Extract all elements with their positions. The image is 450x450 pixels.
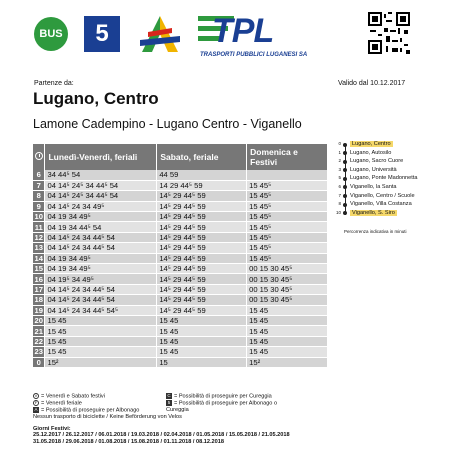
hour-cell: 8 <box>33 191 45 201</box>
weekday-cell: 15 45 <box>45 336 157 346</box>
stop-item <box>336 192 436 201</box>
stop-minutes: 2 <box>338 158 341 164</box>
circle-symbol-icon: V <box>34 393 38 398</box>
sunday-cell: 15 45⁵ <box>247 222 328 232</box>
stop-dot-icon <box>343 185 347 189</box>
table-row <box>33 284 328 294</box>
saturday-cell: 14⁵ 29 44⁵ 59 <box>157 243 247 253</box>
table-row <box>33 326 328 336</box>
city-logo-icon <box>138 14 182 54</box>
saturday-header: Sabato, feriale <box>157 144 247 170</box>
stop-dot-icon <box>343 211 347 215</box>
sunday-header: Domenica e Festivi <box>247 144 328 170</box>
saturday-cell: 15 <box>157 357 247 367</box>
hour-cell: 23 <box>33 347 45 357</box>
stop-title: Lugano, Centro <box>33 89 159 108</box>
weekday-cell: 15 45 <box>45 326 157 336</box>
sunday-cell: 15² <box>247 357 328 367</box>
holidays-line: 25.12.2017 / 26.12.2017 / 06.01.2018 / 19.03.2018 / 02.04.2018 / 01.05.2018 / 15.05.2018 / 21.05.2018 <box>33 432 290 439</box>
weekday-cell: 15 45 <box>45 347 157 357</box>
holidays-line: 31.05.2018 / 29.06.2018 / 01.08.2018 / 15.08.2018 / 01.11.2018 / 08.12.2018 <box>33 438 224 445</box>
saturday-cell: 14⁵ 29 44⁵ 59 <box>157 232 247 242</box>
weekday-cell: 04 19 34 49⁵ <box>45 253 157 263</box>
saturday-cell: 14⁵ 29 44⁵ 59 <box>157 305 247 315</box>
weekday-cell: 04 14⁵ 24 34 44⁵ 54 <box>45 232 157 242</box>
hour-cell: 19 <box>33 305 45 315</box>
legend-item: C = Possibilità di proseguire per Cureggia <box>167 393 272 400</box>
tpl-logo <box>198 12 336 62</box>
sunday-cell: 15 45⁵ <box>247 243 328 253</box>
hour-cell: 9 <box>33 201 45 211</box>
square-symbol-icon: 5 <box>167 399 171 405</box>
holidays-title: Giorni Festivi: <box>33 426 71 432</box>
stop-dot-icon <box>343 168 347 172</box>
table-row <box>33 357 328 367</box>
stop-dot-icon <box>343 177 347 181</box>
stop-name: Lugano, Università <box>350 166 397 173</box>
stop-name: Viganello, la Santa <box>350 183 397 190</box>
weekday-cell: 34 44⁵ 54 <box>45 170 157 180</box>
table-row <box>33 201 328 211</box>
bus-logo: BUS <box>34 17 68 51</box>
stop-item <box>336 174 436 183</box>
saturday-cell: 14⁵ 29 44⁵ 59 <box>157 201 247 211</box>
saturday-cell: 15 45 <box>157 347 247 357</box>
table-row <box>33 274 328 284</box>
stop-item <box>336 166 436 175</box>
holidays-list <box>33 426 333 445</box>
saturday-cell: 14 29 44⁵ 59 <box>157 180 247 190</box>
weekday-header: Lunedì-Venerdì, feriali <box>45 144 157 170</box>
saturday-cell: 14⁵ 29 44⁵ 59 <box>157 222 247 232</box>
sunday-cell: 00 15 30 45⁵ <box>247 295 328 305</box>
hour-cell: 7 <box>33 180 45 190</box>
stop-minutes: 10 <box>336 209 342 215</box>
line-number-badge: 5 <box>84 16 120 52</box>
hour-cell: 13 <box>33 243 45 253</box>
sunday-cell <box>247 170 328 180</box>
sunday-cell: 15 45⁵ <box>247 253 328 263</box>
weekday-cell: 04 19 34 49⁵ <box>45 264 157 274</box>
weekday-cell: 04 19 34 49⁵ <box>45 212 157 222</box>
sunday-cell: 00 15 30 45⁵ <box>247 284 328 294</box>
saturday-cell: 14⁵ 29 44⁵ 59 <box>157 191 247 201</box>
stop-list <box>336 140 436 217</box>
weekday-cell: 04 14⁵ 24 34 44⁵ 54 <box>45 284 157 294</box>
stop-minutes: 0 <box>338 141 341 146</box>
saturday-cell: 14⁵ 29 44⁵ 59 <box>157 264 247 274</box>
weekday-cell: 04 14⁵ 24 34 44⁵ 54 <box>45 243 157 253</box>
travel-time-note: Percorrenza indicativa in minuti <box>344 229 407 234</box>
clock-icon <box>33 144 45 170</box>
hour-cell: 20 <box>33 315 45 325</box>
hour-cell: 18 <box>33 295 45 305</box>
saturday-cell: 14⁵ 29 44⁵ 59 <box>157 212 247 222</box>
hour-cell: 16 <box>33 274 45 284</box>
saturday-cell: 14⁵ 29 44⁵ 59 <box>157 274 247 284</box>
stop-minutes: 5 <box>338 175 341 181</box>
saturday-cell: 44 59 <box>157 170 247 180</box>
stop-dot-icon <box>343 160 347 164</box>
stop-minutes: 3 <box>338 166 341 172</box>
weekday-cell: 04 19⁵ 34 49⁵ <box>45 274 157 284</box>
sunday-cell: 15 45 <box>247 336 328 346</box>
table-row <box>33 170 328 180</box>
sunday-cell: 15 45⁵ <box>247 212 328 222</box>
square-symbol-icon: C <box>167 393 171 398</box>
departure-label: Partenze da: <box>34 80 74 87</box>
square-symbol-icon: A <box>34 406 38 412</box>
saturday-cell: 14⁵ 29 44⁵ 59 <box>157 295 247 305</box>
table-row <box>33 232 328 242</box>
sunday-cell: 15 45 <box>247 315 328 325</box>
hour-cell: 15 <box>33 264 45 274</box>
legend-right <box>166 393 296 413</box>
weekday-cell: 04 14⁵ 24 34 49⁵ <box>45 201 157 211</box>
sunday-cell: 15 45⁵ <box>247 180 328 190</box>
table-row <box>33 347 328 357</box>
hour-cell: 0 <box>33 357 45 367</box>
stop-name: Lugano, Ponte Madonnetta <box>350 175 418 182</box>
sunday-cell: 15 45 <box>247 326 328 336</box>
timetable <box>33 144 328 368</box>
stop-minutes: 7 <box>338 192 341 198</box>
legend-item: F = Venerdì feriale <box>34 399 82 407</box>
tpl-subtitle: TRASPORTI PUBBLICI LUGANESI SA <box>200 52 308 58</box>
hour-cell: 22 <box>33 336 45 346</box>
table-row <box>33 295 328 305</box>
weekday-cell: 04 14⁵ 24⁵ 34 44⁵ 54 <box>45 191 157 201</box>
hour-cell: 17 <box>33 284 45 294</box>
weekday-cell: 04 14⁵ 24 34 44⁵ 54⁵ <box>45 305 157 315</box>
sunday-cell: 15 45⁵ <box>247 191 328 201</box>
sunday-cell: 15 45⁵ <box>247 201 328 211</box>
saturday-cell: 15 45 <box>157 315 247 325</box>
stop-name: Lugano, Autosilo <box>350 149 392 156</box>
weekday-cell: 15² <box>45 357 157 367</box>
hour-cell: 11 <box>33 222 45 232</box>
table-row <box>33 305 328 315</box>
stop-item <box>336 140 436 149</box>
saturday-cell: 14⁵ 29 44⁵ 59 <box>157 284 247 294</box>
sunday-cell: 15 45⁵ <box>247 232 328 242</box>
table-row <box>33 222 328 232</box>
valid-from-label: Valido dal 10.12.2017 <box>338 80 406 87</box>
legend-item: 5 = Possibilità di proseguire per Albonago o Cureggia <box>166 399 278 413</box>
weekday-cell: 04 19 34 44⁵ 54 <box>45 222 157 232</box>
sunday-cell: 15 45 <box>247 347 328 357</box>
legend-item: Nessun trasporto di biciclette / Keine Beförderung von Velos <box>33 413 182 420</box>
stop-name: Viganello, S. Siro <box>352 209 395 216</box>
weekday-cell: 15 45 <box>45 315 157 325</box>
sunday-cell: 00 15 30 45⁵ <box>247 274 328 284</box>
stop-name: Viganello, Villa Costanza <box>350 201 412 208</box>
table-row <box>33 191 328 201</box>
table-row <box>33 336 328 346</box>
stop-dot-icon <box>343 143 347 147</box>
stop-item <box>336 209 436 218</box>
hour-cell: 21 <box>33 326 45 336</box>
table-row <box>33 212 328 222</box>
saturday-cell: 14⁵ 29 44⁵ 59 <box>157 253 247 263</box>
stop-name: Lugano, Sacro Cuore <box>350 158 404 165</box>
hour-cell: 14 <box>33 253 45 263</box>
stop-dot-icon <box>343 151 347 155</box>
saturday-cell: 15 45 <box>157 326 247 336</box>
saturday-cell: 15 45 <box>157 336 247 346</box>
stop-item <box>336 200 436 209</box>
tpl-wordmark: TPL <box>212 12 274 50</box>
stop-name: Lugano, Centro <box>352 141 391 147</box>
stop-item <box>336 149 436 158</box>
legend-item: A = Possibilità di proseguire per Albonago <box>34 406 140 414</box>
table-row <box>33 264 328 274</box>
stop-item <box>336 157 436 166</box>
table-row <box>33 243 328 253</box>
stop-dot-icon <box>343 194 347 198</box>
hour-cell: 6 <box>33 170 45 180</box>
sunday-cell: 00 15 30 45⁵ <box>247 264 328 274</box>
stop-minutes: 1 <box>338 149 341 155</box>
stop-name: Viganello, Centro / Scuole <box>350 192 415 199</box>
stop-minutes: 6 <box>338 183 341 189</box>
hour-cell: 12 <box>33 232 45 242</box>
circle-symbol-icon: F <box>34 399 38 405</box>
weekday-cell: 04 14⁵ 24⁵ 34 44⁵ 54 <box>45 180 157 190</box>
qr-code-icon <box>368 12 410 54</box>
sunday-cell: 15 45 <box>247 305 328 315</box>
hour-cell: 10 <box>33 212 45 222</box>
table-row <box>33 180 328 190</box>
stop-dot-icon <box>343 203 347 207</box>
table-row <box>33 253 328 263</box>
stop-item <box>336 183 436 192</box>
stop-minutes: 8 <box>338 201 341 207</box>
table-row <box>33 315 328 325</box>
legend-item: V = Venerdì e Sabato festivi <box>34 393 105 400</box>
weekday-cell: 04 14⁵ 24 34 44⁵ 54 <box>45 295 157 305</box>
route-description: Lamone Cadempino - Lugano Centro - Viganello <box>33 117 302 131</box>
legend-left <box>33 393 182 420</box>
